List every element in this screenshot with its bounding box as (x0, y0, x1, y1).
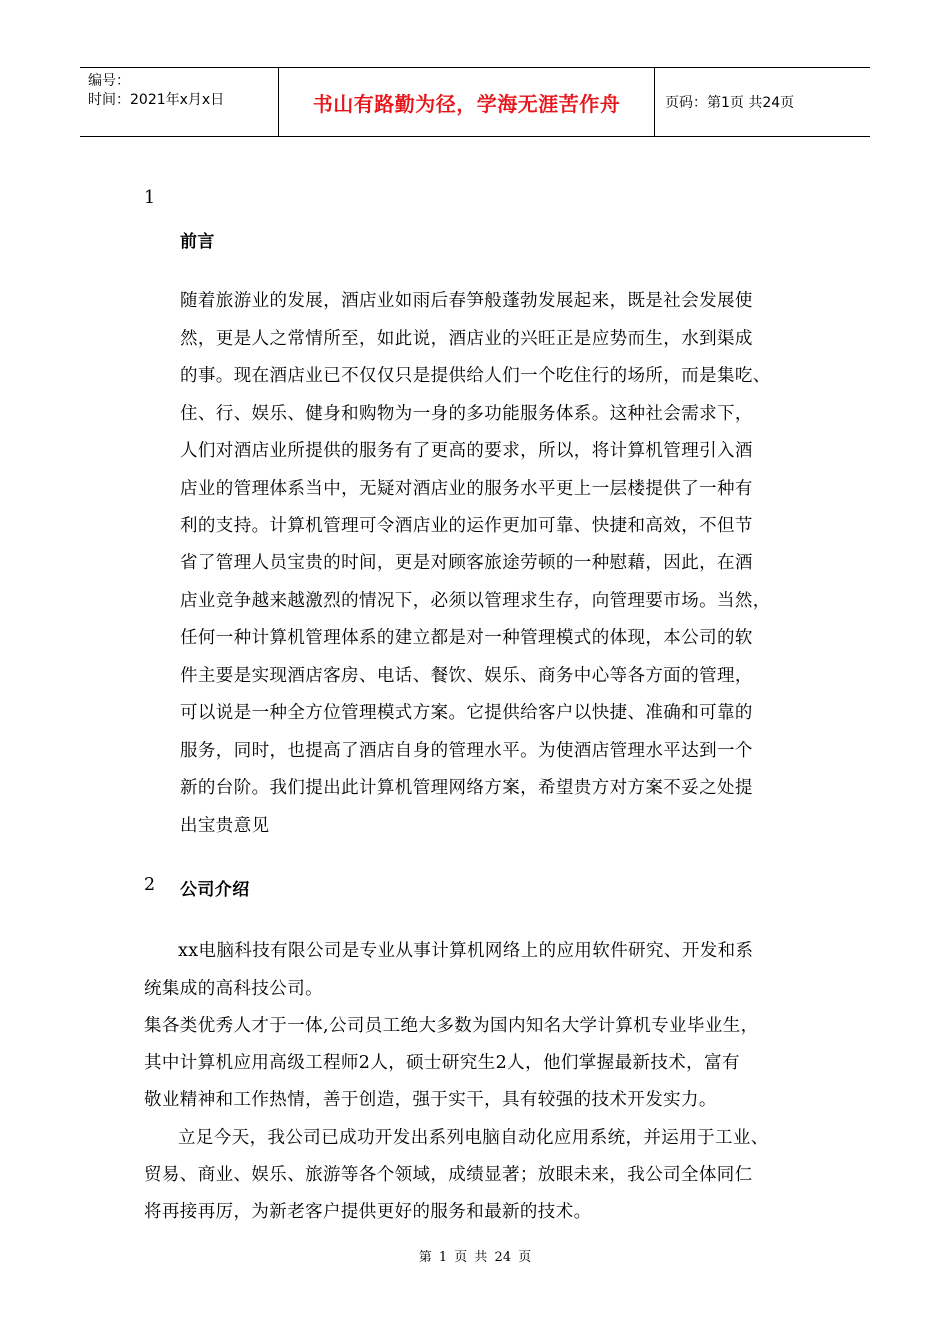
paragraph-line: 新的台阶。我们提出此计算机管理网络方案，希望贵方对方案不妥之处提 (180, 778, 753, 798)
paragraph-line: 住、行、娱乐、健身和购物为一身的多功能服务体系。这种社会需求下， (180, 404, 753, 424)
document-date: 时间：2021年x月x日 (88, 92, 225, 108)
paragraph-line: 店业的管理体系当中，无疑对酒店业的服务水平更上一层楼提供了一种有 (180, 479, 753, 499)
paragraph-line: 服务，同时，也提高了酒店自身的管理水平。为使酒店管理水平达到一个 (180, 741, 753, 761)
section-title: 公司介绍 (180, 880, 250, 900)
paragraph-line: 然，更是人之常情所至，如此说，酒店业的兴旺正是应势而生，水到渠成 (180, 329, 753, 349)
section-title: 前言 (180, 232, 215, 252)
section-number: 2 (144, 875, 156, 895)
header-motto-cell (279, 68, 655, 136)
page-header (80, 67, 870, 137)
paragraph-line: 统集成的高科技公司。 (144, 979, 323, 999)
paragraph-line: 立足今天，我公司已成功开发出系列电脑自动化应用系统，并运用于工业、 (178, 1128, 769, 1148)
section-number: 1 (144, 188, 156, 208)
paragraph-line: 将再接再厉，为新老客户提供更好的服务和最新的技术。 (144, 1202, 592, 1222)
paragraph-line: 利的支持。计算机管理可令酒店业的运作更加可靠、快捷和高效，不但节 (180, 516, 753, 536)
paragraph-line: 件主要是实现酒店客房、电话、餐饮、娱乐、商务中心等各方面的管理， (180, 666, 753, 686)
paragraph-line: 任何一种计算机管理体系的建立都是对一种管理模式的体现，本公司的软 (180, 628, 753, 648)
paragraph-line: 贸易、商业、娱乐、旅游等各个领域，成绩显著；放眼未来，我公司全体同仁 (144, 1165, 753, 1185)
paragraph-line: 随着旅游业的发展，酒店业如雨后春笋般蓬勃发展起来，既是社会发展使 (180, 291, 753, 311)
paragraph-line: 的事。现在酒店业已不仅仅只是提供给人们一个吃住行的场所，而是集吃、 (180, 366, 771, 386)
paragraph-line: 可以说是一种全方位管理模式方案。它提供给客户以快捷、准确和可靠的 (180, 703, 753, 723)
document-code: 编号： (88, 73, 130, 89)
paragraph-line: 店业竞争越来越激烈的情况下，必须以管理求生存，向管理要市场。当然， (180, 591, 771, 611)
paragraph-line: 省了管理人员宝贵的时间，更是对顾客旅途劳顿的一种慰藉，因此，在酒 (180, 553, 753, 573)
header-page-info: 页码：第1页 共24页 (665, 95, 795, 111)
header-motto: 书山有路勤为径，学海无涯苦作舟 (312, 91, 621, 116)
paragraph-line: 集各类优秀人才于一体,公司员工绝大多数为国内知名大学计算机专业毕业生， (144, 1016, 759, 1036)
page-footer: 第 1 页 共 24 页 (418, 1250, 532, 1265)
paragraph-line: 人们对酒店业所提供的服务有了更高的要求，所以，将计算机管理引入酒 (180, 441, 753, 461)
paragraph-line: 敬业精神和工作热情，善于创造，强于实干，具有较强的技术开发实力。 (144, 1090, 717, 1110)
paragraph-line: 出宝贵意见 (180, 816, 270, 836)
paragraph-line: xx电脑科技有限公司是专业从事计算机网络上的应用软件研究、开发和系 (178, 941, 754, 961)
header-meta (80, 68, 279, 136)
paragraph-line: 其中计算机应用高级工程师2人，硕士研究生2人，他们掌握最新技术，富有 (144, 1053, 740, 1073)
